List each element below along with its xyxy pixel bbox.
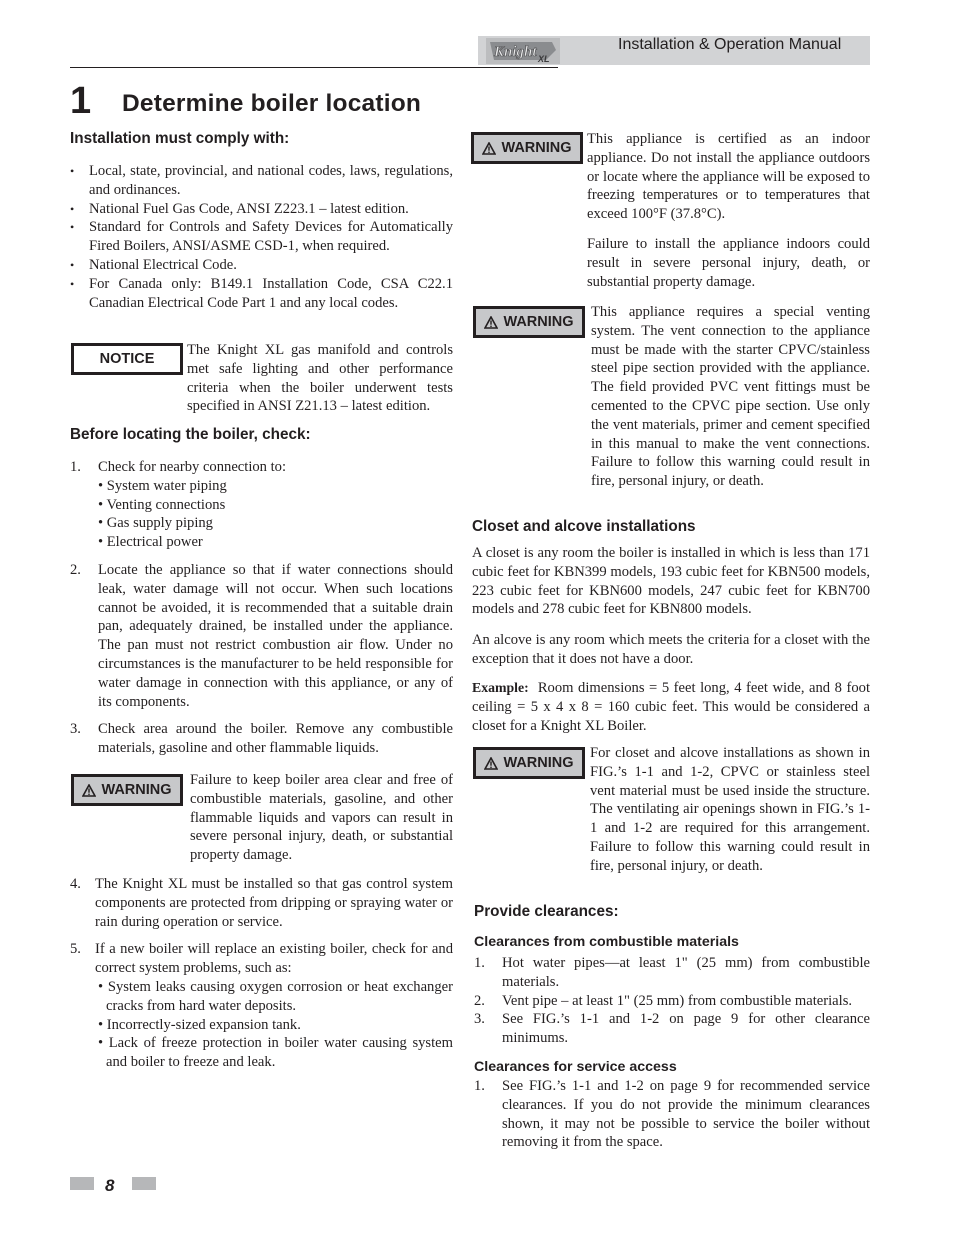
manual-title: Installation & Operation Manual: [618, 36, 842, 53]
warning-label: WARNING: [501, 140, 572, 156]
notice-label: NOTICE: [99, 351, 155, 367]
chapter-title: Determine boiler location: [122, 90, 422, 117]
svg-text:Knight: Knight: [494, 44, 537, 60]
item-number: 2.: [474, 992, 485, 1009]
warning-label: WARNING: [101, 782, 172, 798]
list-item: • Standard for Controls and Safety Devices for Automatically Fired Boilers, ANSI/ASME CSD-1, when required.: [70, 218, 453, 256]
sub-item: • Lack of freeze protection in boiler water causing system and boiler to freeze and leak.: [98, 1034, 453, 1072]
item-number: 4.: [70, 876, 81, 892]
service-list: [474, 1077, 870, 1152]
chapter-number: 1: [70, 80, 92, 122]
item-text: The Knight XL must be installed so that gas control system components are protected from dripping or spraying water or rain during operation or service.: [95, 876, 453, 930]
check-list: [70, 458, 453, 758]
warning-label: WARNING: [503, 755, 574, 771]
sub-item: • System water piping: [98, 477, 453, 496]
knight-xl-logo: [486, 38, 560, 64]
check-heading: Before locating the boiler, check:: [70, 426, 311, 443]
warning-text: [587, 130, 870, 291]
item-text: See FIG.’s 1-1 and 1-2 on page 9 for recommended service clearances. If you do not provide the minimum clearances shown, it may not be possible to service the boiler without removing it from the space.: [502, 1078, 870, 1151]
list-item: [70, 458, 453, 552]
warning-text: This appliance requires a special venting system. The vent connection to the appliance must be made with the starter CPVC/stainless steel pipe section provided with the appliance. The field provided PVC vent fittings must be cemented to the CPVC pipe section. Use only the vent materials, primer and cement specified in this manual to make the vent connections. Failure to follow this warning could result in fire, personal injury, or death.: [591, 304, 870, 490]
item-text: If a new boiler will replace an existing boiler, check for and correct system problems, such as:: [95, 941, 453, 977]
sub-list: [98, 477, 453, 552]
list-item: • For Canada only: B149.1 Installation Code, CSA C22.1 Canadian Electrical Code Part 1 and any local codes.: [70, 275, 453, 313]
warning-label: WARNING: [503, 314, 574, 330]
item-number: 1.: [70, 459, 81, 475]
warning-badge: [71, 774, 183, 806]
footer-bar-left: [70, 1177, 94, 1190]
warning-paragraph: This appliance is certified as an indoor appliance. Do not install the appliance outdoors or locate where the appliance will be exposed to freezing temperatures or to temperatures that exceed 100°F (37.8°C).: [587, 131, 870, 223]
item-text: Check area around the boiler. Remove any combustible materials, gasoline and other flammable liquids.: [98, 721, 453, 757]
item-number: 3.: [474, 1011, 485, 1028]
item-text: Locate the appliance so that if water connections should leak, water damage will not occur. When such locations cannot be avoided, it is recommended that a suitable drain pan, adequately drained, be installed under the appliance. The pan must not restrict combustion air flow. Under no circumstances is the manufacturer to be held responsible for water damage in connection with this appliance, or any of its components.: [98, 561, 453, 710]
item-number: 5.: [70, 941, 81, 958]
notice-badge: [71, 343, 183, 375]
list-item: [474, 1077, 870, 1152]
closet-heading: Closet and alcove installations: [472, 518, 696, 535]
sub-item: • Electrical power: [98, 533, 453, 552]
warning-text: For closet and alcove installations as shown in FIG.’s 1-1 and 1-2, CPVC or stainless steel vent material must be used inside the structure. The ventilating air openings shown in FIG.’s 1-1 and 1-2 are required for this arrangement. Failure to follow this warning could result in fire, personal injury, or death.: [590, 745, 870, 874]
list-item: [474, 1010, 870, 1048]
list-item: • Local, state, provincial, and national codes, laws, regulations, and ordinances.: [70, 162, 453, 200]
sub-item: • Incorrectly-sized expansion tank.: [98, 1016, 453, 1035]
clearances-heading: Provide clearances:: [474, 903, 619, 920]
list-item: • National Electrical Code.: [70, 256, 453, 275]
list-item: [70, 720, 453, 758]
example-text: Room dimensions = 5 feet long, 4 feet wide, and 8 foot ceiling = 5 x 4 x 8 = 160 cubic feet. This would be considered a closet for a Knight XL Boiler.: [472, 680, 870, 734]
comply-heading: Installation must comply with:: [70, 130, 290, 147]
alcove-paragraph: An alcove is any room which meets the criteria for a closet with the exception that it does not have a door.: [472, 632, 870, 667]
sub-list: [98, 978, 453, 1072]
sub-item: • Venting connections: [98, 496, 453, 515]
item-text: Check for nearby connection to:: [98, 459, 287, 475]
item-text: See FIG.’s 1-1 and 1-2 on page 9 for other clearance minimums.: [502, 1011, 870, 1047]
item-text: Vent pipe – at least 1" (25 mm) from combustible materials.: [502, 992, 853, 1009]
item-text: Hot water pipes—at least 1" (25 mm) from combustible materials.: [502, 955, 870, 990]
svg-text:XL: XL: [538, 54, 550, 64]
sub-item: • System leaks causing oxygen corrosion or heat exchanger cracks from hard water deposits.: [98, 978, 453, 1016]
comply-list: [70, 162, 453, 312]
sub-item: • Gas supply piping: [98, 514, 453, 533]
service-heading: Clearances for service access: [474, 1059, 677, 1075]
item-number: 2.: [70, 561, 81, 578]
header-rule: [70, 67, 558, 68]
warning-badge: [471, 132, 583, 164]
warning-triangle-icon: [82, 784, 96, 797]
closet-paragraph: A closet is any room the boiler is installed in which is less than 171 cubic feet for KBN399 models, 193 cubic feet for KBN500 models, 223 cubic feet for KBN600 models, 247 cubic feet for KBN700 models and 278 cubic feet for KBN800 models.: [472, 545, 870, 618]
warning-text: Failure to keep boiler area clear and free of combustible materials, gasoline, and other flammable liquids and vapors can result in severe personal injury, death, or substantial property damage.: [190, 772, 453, 864]
list-item: [474, 954, 870, 992]
item-number: 1.: [474, 955, 485, 971]
warning-triangle-icon: [484, 316, 498, 329]
list-item: [70, 561, 453, 711]
warning-paragraph: Failure to install the appliance indoors could result in severe personal injury, death, or substantial property damage.: [587, 235, 870, 290]
notice-text: The Knight XL gas manifold and controls met safe lighting and other performance criteria when the boiler underwent tests specified in ANSI Z21.13 – latest edition.: [187, 342, 453, 415]
item-number: 1.: [474, 1078, 485, 1094]
combustible-list: [474, 954, 870, 1048]
example-paragraph: [472, 679, 870, 735]
list-item: • National Fuel Gas Code, ANSI Z223.1 – latest edition.: [70, 200, 453, 219]
warning-badge: [473, 306, 585, 338]
footer-bar-right: [132, 1177, 156, 1190]
warning-triangle-icon: [482, 142, 496, 155]
warning-badge: [473, 747, 585, 779]
example-label: Example:: [472, 680, 529, 695]
warning-triangle-icon: [484, 757, 498, 770]
list-item: [70, 875, 453, 931]
item-number: 3.: [70, 721, 81, 738]
check-list-continued: [70, 875, 453, 1072]
combustible-heading: Clearances from combustible materials: [474, 934, 739, 950]
list-item: [70, 940, 453, 1072]
page-number: 8: [105, 1176, 115, 1195]
list-item: [474, 992, 870, 1011]
